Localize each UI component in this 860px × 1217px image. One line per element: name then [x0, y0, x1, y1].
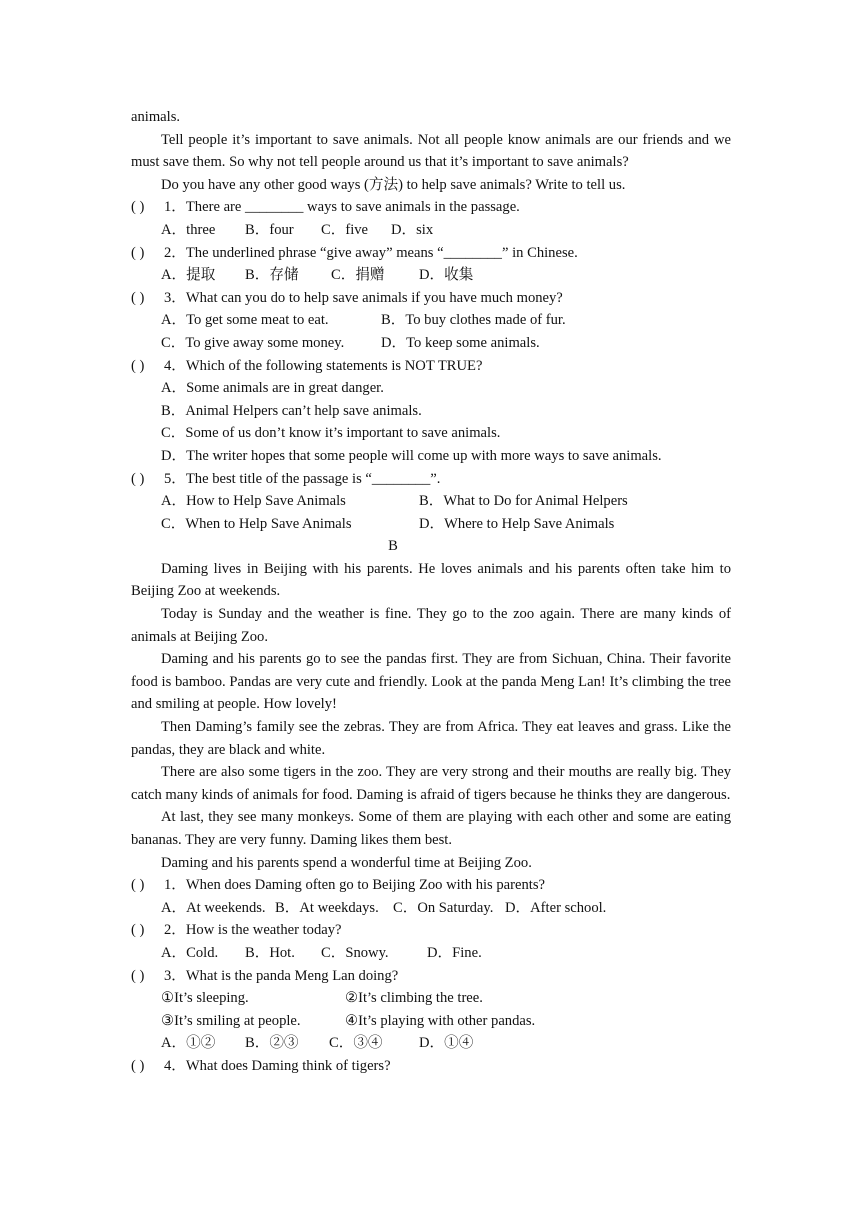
option[interactable]: D．six [391, 221, 434, 238]
question-a5 [131, 468, 731, 491]
option[interactable]: B．Hot. [245, 944, 295, 961]
option[interactable]: C．Some of us don’t know it’s important to save animals. [161, 425, 501, 442]
question-b3 [131, 965, 731, 988]
answer-blank[interactable]: ( ) [131, 357, 145, 374]
question-text: 2．The underlined phrase “give away” means “________” in Chinese. [164, 244, 578, 261]
answer-blank[interactable]: ( ) [131, 1057, 145, 1074]
question-a3 [131, 287, 731, 310]
options-a1 [131, 219, 731, 242]
option[interactable]: C．Snowy. [321, 944, 389, 961]
section-b-heading: B [388, 538, 398, 555]
passage-a-paragraph: Tell people it’s important to save animals. Not all people know animals are our friends and we must save them. So why not tell people around us that it’s important to save animals? [131, 131, 731, 171]
passage-b-paragraph: Daming and his parents go to see the pandas first. They are from Sichuan, China. Their favorite food is bamboo. Pandas are very cute and friendly. Look at the panda Meng Lan! It’s climbing the tree and smiling at people. How lovely! [131, 651, 731, 713]
option[interactable]: B．②③ [245, 1035, 299, 1052]
option[interactable]: C．To give away some money. [161, 334, 345, 351]
question-text: 1．When does Daming often go to Beijing Zoo with his parents? [164, 877, 545, 894]
answer-blank[interactable]: ( ) [131, 244, 145, 261]
options-a5-row2 [131, 513, 731, 536]
option[interactable]: A．Cold. [161, 944, 219, 961]
option[interactable]: D．To keep some animals. [381, 334, 540, 351]
option[interactable]: B．To buy clothes made of fur. [381, 312, 566, 329]
option[interactable]: A．To get some meat to eat. [161, 312, 329, 329]
statement: ②It’s climbing the tree. [345, 990, 483, 1007]
options-b1 [131, 897, 731, 920]
passage-b-paragraph: Today is Sunday and the weather is fine. They go to the zoo again. There are many kinds of animals at Beijing Zoo. [131, 606, 731, 645]
question-a4 [131, 355, 731, 378]
statements-b3-row1 [131, 987, 731, 1010]
option[interactable]: B．存储 [245, 267, 299, 284]
passage-b-paragraph: Daming lives in Beijing with his parents. He loves animals and his parents often take him to Beijing Zoo at weekends. [131, 560, 731, 600]
option[interactable]: A．Some animals are in great danger. [161, 380, 384, 397]
option[interactable]: B．What to Do for Animal Helpers [419, 493, 628, 510]
answer-blank[interactable]: ( ) [131, 922, 145, 939]
options-b2 [131, 942, 731, 965]
statement: ③It’s smiling at people. [161, 1012, 301, 1029]
options-a3-row2 [131, 332, 731, 355]
question-text: 1．There are ________ ways to save animals in the passage. [164, 199, 520, 216]
option[interactable]: C．five [321, 221, 369, 238]
option[interactable]: C．When to Help Save Animals [161, 515, 352, 532]
option[interactable]: D．①④ [419, 1035, 474, 1052]
question-b4 [131, 1055, 731, 1078]
options-a5-row1 [131, 490, 731, 513]
answer-blank[interactable]: ( ) [131, 877, 145, 894]
question-text: 4．What does Daming think of tigers? [164, 1057, 391, 1074]
passage-b-paragraph: Then Daming’s family see the zebras. They are from Africa. They eat leaves and grass. Like the pandas, they are black and white. [131, 719, 731, 758]
option[interactable]: A．three [161, 221, 216, 238]
answer-blank[interactable]: ( ) [131, 289, 145, 306]
passage-b-paragraph: At last, they see many monkeys. Some of them are playing with each other and some are eating bananas. They are very funny. Daming likes them best. [131, 809, 731, 848]
option[interactable]: A．提取 [161, 267, 216, 284]
option[interactable]: A．①② [161, 1035, 216, 1052]
passage-a-paragraph: Do you have any other good ways (方法) to help save animals? Write to tell us. [161, 176, 626, 193]
option[interactable]: D．Where to Help Save Animals [419, 515, 615, 532]
option[interactable]: C．③④ [329, 1035, 383, 1052]
option[interactable]: D．After school. [505, 899, 607, 916]
options-a2 [131, 264, 731, 287]
question-text: 3．What can you do to help save animals if you have much money? [164, 289, 563, 306]
answer-blank[interactable]: ( ) [131, 470, 145, 487]
option[interactable]: D．收集 [419, 267, 474, 284]
question-b1 [131, 874, 731, 897]
question-text: 2．How is the weather today? [164, 922, 342, 939]
question-text: 5．The best title of the passage is “________”. [164, 470, 441, 487]
question-a1 [131, 196, 731, 219]
option[interactable]: D．The writer hopes that some people will come up with more ways to save animals. [161, 447, 662, 464]
document-content [131, 106, 731, 1078]
question-text: 4．Which of the following statements is NOT TRUE? [164, 357, 483, 374]
passage-a-tail-line: animals. [131, 109, 181, 125]
option[interactable]: A．At weekends. [161, 899, 266, 916]
answer-blank[interactable]: ( ) [131, 199, 145, 216]
passage-b-paragraph: Daming and his parents spend a wonderful time at Beijing Zoo. [161, 854, 532, 871]
passage-b-paragraph: There are also some tigers in the zoo. They are very strong and their mouths are really big. They catch many kinds of animals for food. Daming is afraid of tigers because he thinks they are dangerous. [131, 764, 731, 803]
answer-blank[interactable]: ( ) [131, 967, 145, 984]
option[interactable]: B．At weekdays. [275, 899, 379, 916]
question-text: 3．What is the panda Meng Lan doing? [164, 967, 399, 984]
statements-b3-row2 [131, 1010, 731, 1033]
option[interactable]: C．捐赠 [331, 267, 385, 284]
question-a2 [131, 242, 731, 265]
options-a3-row1 [131, 309, 731, 332]
statement: ④It’s playing with other pandas. [345, 1012, 536, 1029]
statement: ①It’s sleeping. [161, 990, 249, 1007]
option[interactable]: C．On Saturday. [393, 899, 494, 916]
option[interactable]: A．How to Help Save Animals [161, 493, 346, 510]
option[interactable]: B．Animal Helpers can’t help save animals. [161, 402, 422, 419]
option[interactable]: D．Fine. [427, 944, 482, 961]
options-b3 [131, 1032, 731, 1055]
option[interactable]: B．four [245, 221, 294, 238]
question-b2 [131, 919, 731, 942]
